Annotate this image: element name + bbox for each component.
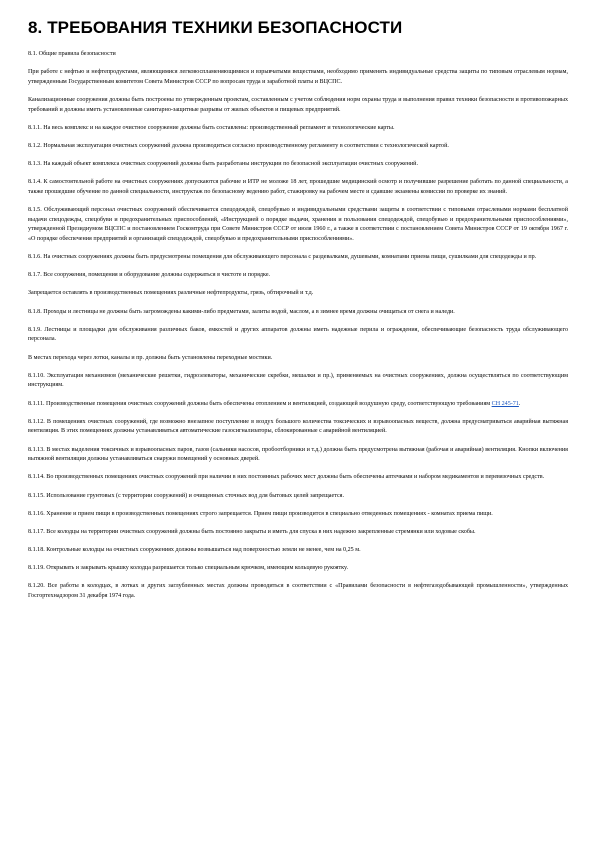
paragraph: 8.1.5. Обслуживающий персонал очистных сооружений обеспечивается спецодеждой, спецобувью и индивидуальными средствами защиты в соответствии с типовыми отраслевыми нормами бесплатной выдачи спецодежды, спецобуви и предохранительных приспособлений, «Инструкцией о порядке выдачи, хранения и пользования спецодеждой, спецобувью и предохранительными приспособлениями», утвержденной Президиумом ВЦСПС и постановлением Госкомтруда при Совете Министров СССР от июля 1960 г., а также в соответствии с постановлением Совета Министров СССР от 19 октября 1967 г. «О порядке обеспечения предприятий и организаций спецодеждой, спецобувью и предохранительными приспособлениями». — [28, 207, 568, 242]
paragraph: Канализационные сооружения должны быть построены по утвержденным проектам, составленным с учетом соблюдения норм охраны труда и выполнения правил техники безопасности и противопожарных требований и должны иметь установленные санитарно-защитные разрывы от жилых объектов и пищевых предприятий. — [28, 96, 568, 113]
paragraph: 8.1.11. Производственные помещения очистных сооружений должны быть обеспечены отоплением и вентиляцией, создающей воздушную среду, соответствующую требованиям СН 245-71. — [28, 400, 521, 407]
paragraph: 8.1.13. В местах выделения токсичных и взрывоопасных паров, газов (сальники насосов, пробоотборники и т.д.) должна быть предусмотрена вытяжная (рабочая и аварийная) вентиляция. Кнопки включения вытяжной вентиляции должны устанавливаться снаружи помещений у основных дверей. — [28, 446, 568, 463]
page-title: 8. ТРЕБОВАНИЯ ТЕХНИКИ БЕЗОПАСНОСТИ — [28, 18, 403, 37]
paragraph: В местах перехода через лотки, каналы и пр. должны быть установлены переходные мостики. — [28, 354, 273, 361]
paragraph: Запрещается оставлять в производственных помещениях различные нефтепродукты, грязь, обтирочный и т.д. — [28, 290, 314, 297]
paragraph: 8.1.14. Во производственных помещениях очистных сооружений при наличии в них постоянных рабочих мест должны быть обеспечены аптечками и набором медикаментов и перевязочных средств. — [28, 474, 545, 481]
paragraph: 8.1.2. Нормальная эксплуатация очистных сооружений должна производиться согласно производственному регламенту в соответствии с технологической картой. — [28, 142, 449, 149]
paragraph: 8.1.3. На каждый объект комплекса очистных сооружений должны быть разработаны инструкции по безопасной эксплуатации очистных сооружений. — [28, 161, 418, 168]
document-page — [28, 18, 568, 610]
section-heading: 8.1. Общие правила безопасности — [28, 51, 116, 57]
paragraph: 8.1.12. В помещениях очистных сооружений, где возможно внезапное поступление в воздух большого количества токсических и взрывоопасных веществ, должна предусматриваться аварийная вытяжная вентиляция. В этих помещениях должны устанавливаться автоматические газосигнализаторы, сблокированные с аварийной вентиляцией. — [28, 418, 568, 435]
paragraph: При работе с нефтью и нефтепродуктами, являющимися легковоспламеняющимися и взрывчатыми веществами, необходимо применять индивидуальные средства защиты по типовым отраслевым нормам, утвержденным Государственным комитетом Совета Министров СССР по вопросам труда и заработной платы и ВЦСПС. — [28, 69, 568, 85]
paragraph: 8.1.1. На весь комплекс и на каждое очистное сооружение должны быть составлены: производственный регламент и технологические карты. — [28, 124, 395, 131]
paragraph: 8.1.16. Хранение и прием пищи в производственных помещениях строго запрещается. Прием пищи производится в специально отведенных помещениях - комнатах приема пищи. — [28, 510, 493, 517]
paragraph: 8.1.8. Проходы и лестницы не должны быть загромождены какими-либо предметами, залиты водой, маслом, а в зимнее время должны очищаться от снега и наледи. — [28, 308, 455, 315]
paragraph: 8.1.9. Лестницы и площадки для обслуживания различных баков, емкостей и других аппаратов должны иметь надежные перила и ограждения, обеспечивающие безопасность труда обслуживающего персонала. — [28, 326, 568, 343]
standard-link[interactable]: СН 245-71 — [491, 400, 519, 407]
paragraph: 8.1.7. Все сооружения, помещения и оборудование должны содержаться в чистоте и порядке. — [28, 272, 271, 279]
paragraph: 8.1.19. Открывать и закрывать крышку колодца разрешается только специальным крючком, имеющим кольцевую рукоятку. — [28, 565, 348, 572]
paragraph: 8.1.17. Все колодцы на территории очистных сооружений должны быть постоянно закрыты и иметь для спуска в них надежно закрепленные стремянки или ходовые скобы. — [28, 528, 476, 535]
paragraph: 8.1.4. К самостоятельной работе на очистных сооружениях допускаются рабочие и ИТР не моложе 18 лет, прошедшие медицинский осмотр и получившие разрешение работать по данной специальности, а также прошедшие обучение по данной специальности, инструктаж по безопасному ведению работ, стажировку на рабочем месте и сдавшие экзамены комиссии по проверке их знаний. — [28, 179, 568, 195]
paragraph: 8.1.18. Контрольные колодцы на очистных сооружениях должны возвышаться над поверхностью земли не менее, чем на 0,25 м. — [28, 547, 361, 554]
paragraph: 8.1.15. Использование грунтовых (с территории сооружений) и очищенных сточных вод для бытовых целей запрещается. — [28, 492, 344, 499]
paragraph: 8.1.10. Эксплуатация механизмов (механические решетки, гидроэлеваторы, механические скребки, мешалки и пр.), применяемых на очистных сооружениях, должна осуществляться по соответствующим инструкциям. — [28, 372, 568, 389]
paragraph: 8.1.20. Все работы в колодцах, в лотках и других заглубленных местах должны проводиться в соответствии с «Правилами безопасности в нефтегазодобывающей промышленности», утвержденных Госгортехнадзором 31 декабря 1974 года. — [28, 583, 568, 600]
paragraph: 8.1.6. На очистных сооружениях должны быть предусмотрены помещения для обслуживающего персонала с раздевалками, душевыми, комнатами приема пищи, сушилками для спецодежды и пр. — [28, 254, 537, 261]
